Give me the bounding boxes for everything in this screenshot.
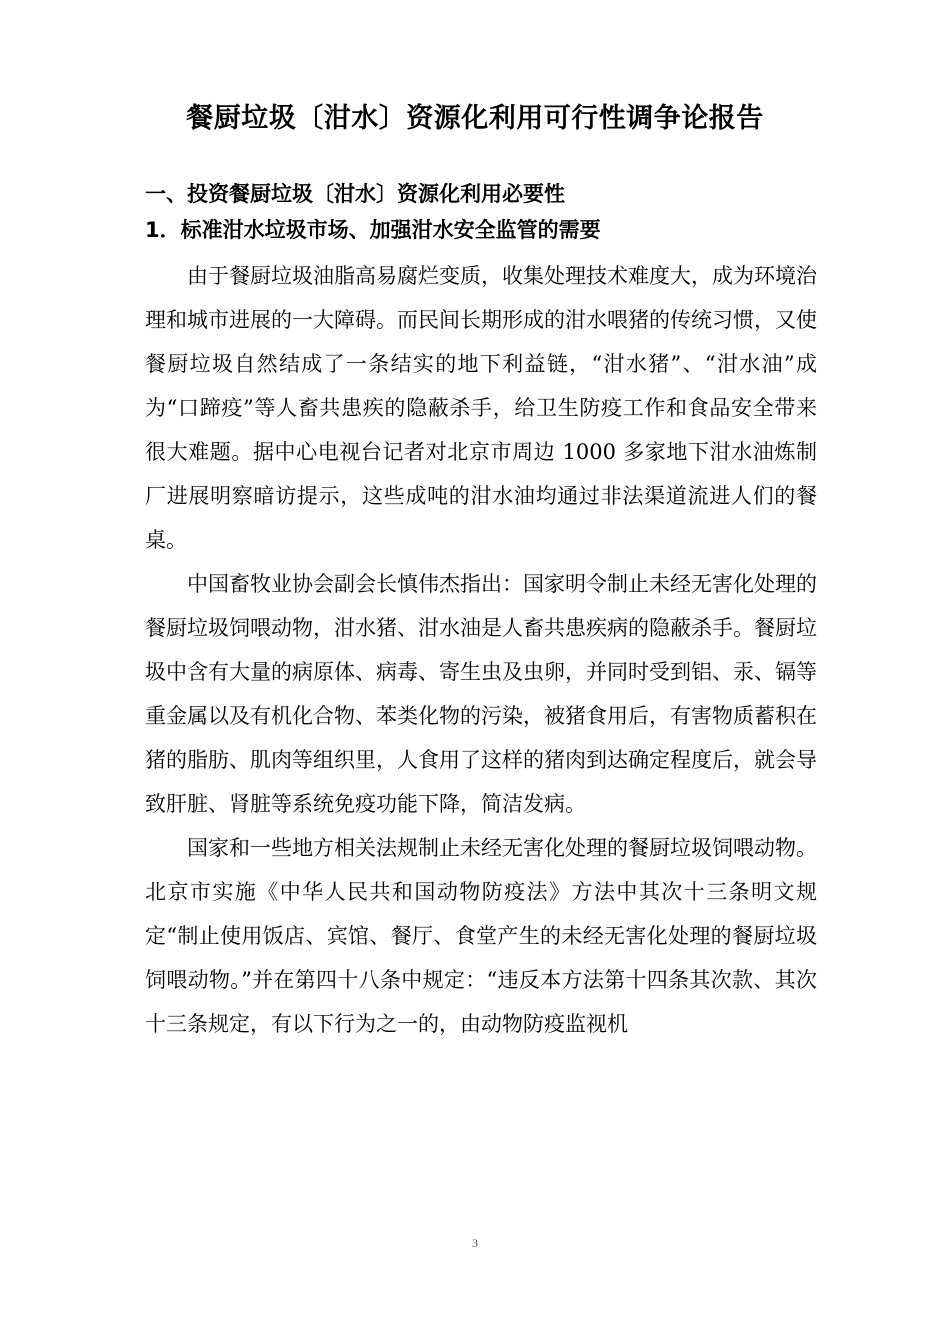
paragraph-1: 由于餐厨垃圾油脂高易腐烂变质，收集处理技术难度大，成为环境治理和城市进展的一大障碍。而民间长期形成的泔水喂猪的传统习惯，又使餐厨垃圾自然结成了一条结实的地下利益链，“泔水猪”、“泔水油”成为“口蹄疫”等人畜共患疾的隐蔽杀手，给卫生防疫工作和食品安全带来很大难题。据中心电视台记者对北京市周边 1000 多家地下泔水油炼制厂进展明察暗访提示，这些成吨的泔水油均通过非法渠道流进人们的餐桌。 xyxy=(145,264,817,552)
subsection-heading: 1．标准泔水垃圾市场、加强泔水安全监管的需要 xyxy=(145,218,601,242)
section-heading: 一、投资餐厨垃圾〔泔水〕资源化利用必要性 xyxy=(145,182,565,206)
document-body xyxy=(145,254,817,1046)
document-title: 餐厨垃圾〔泔水〕资源化利用可行性调争论报告 xyxy=(186,103,764,134)
page-number: 3 xyxy=(472,1236,478,1250)
paragraph-2: 中国畜牧业协会副会长慎伟杰指出：国家明令制止未经无害化处理的餐厨垃圾饲喂动物，泔水猪、泔水油是人畜共患疾病的隐蔽杀手。餐厨垃圾中含有大量的病原体、病毒、寄生虫及虫卵，并同时受到铝、汞、镉等重金属以及有机化合物、苯类化物的污染，被猪食用后，有害物质蓄积在猪的脂肪、肌肉等组织里，人食用了这样的猪肉到达确定程度后，就会导致肝脏、肾脏等系统免疫功能下降，简洁发病。 xyxy=(145,572,817,816)
paragraph-3: 国家和一些地方相关法规制止未经无害化处理的餐厨垃圾饲喂动物。北京市实施《中华人民共和国动物防疫法》方法中其次十三条明文规定“制止使用饭店、宾馆、餐厅、食堂产生的未经无害化处理的餐厨垃圾饲喂动物。”并在第四十八条中规定：“违反本方法第十四条其次款、其次十三条规定，有以下行为之一的，由动物防疫监视机 xyxy=(145,836,817,1036)
